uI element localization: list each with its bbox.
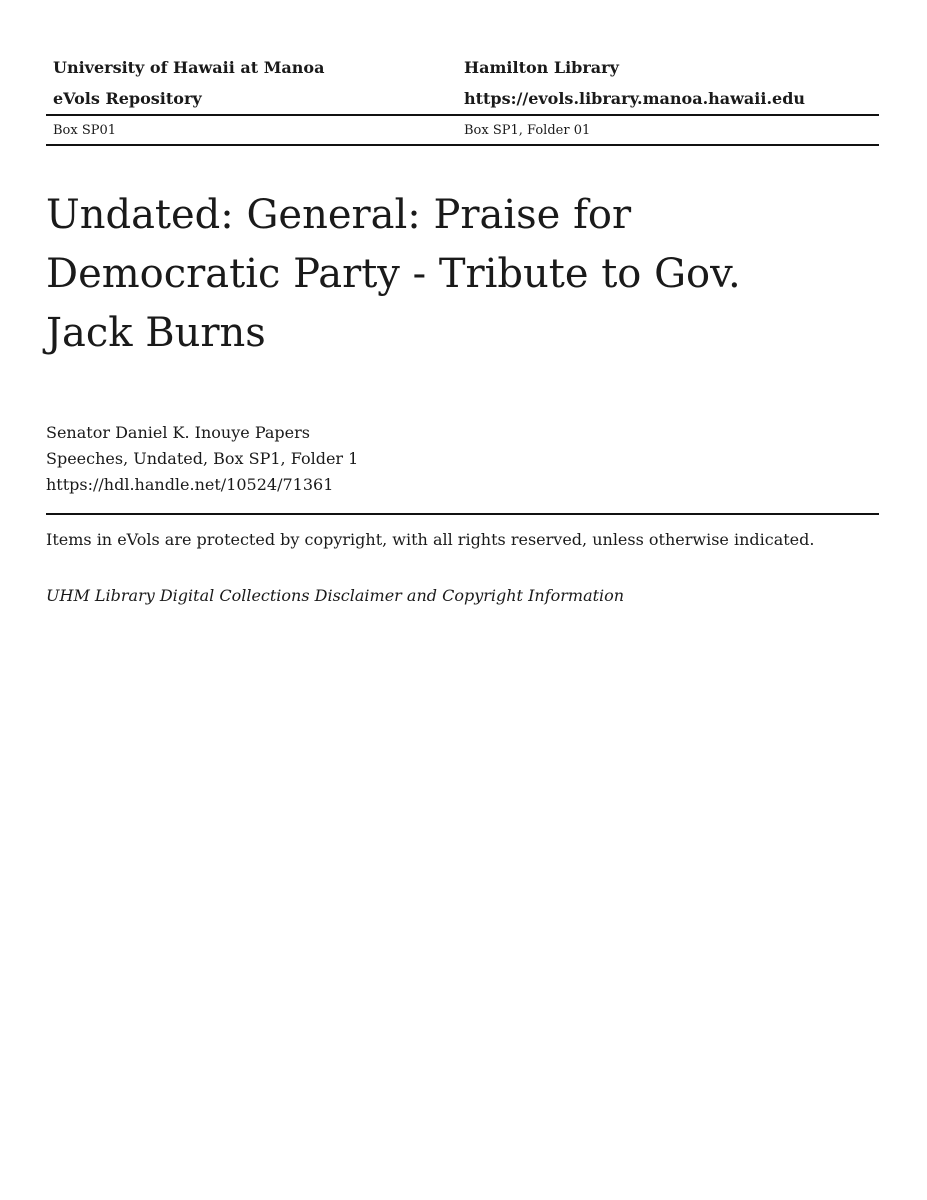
repository-url[interactable]: https://evols.library.manoa.hawaii.edu <box>464 89 806 108</box>
series-info: Speeches, Undated, Box SP1, Folder 1 <box>46 449 359 468</box>
document-metadata <box>46 420 879 498</box>
box-label-right: Box SP1, Folder 01 <box>464 122 591 138</box>
disclaimer-link[interactable]: UHM Library Digital Collections Disclaimer and Copyright Information <box>46 586 625 605</box>
header-rule-bottom <box>46 144 879 146</box>
title-line-1: Undated: General: Praise for <box>46 192 632 238</box>
box-label-left: Box SP01 <box>53 122 117 138</box>
document-title <box>46 186 746 363</box>
repository-name: eVols Repository <box>53 89 202 108</box>
library-name: Hamilton Library <box>464 58 619 77</box>
copyright-notice: Items in eVols are protected by copyright, with all rights reserved, unless otherwise indicated. <box>46 530 815 549</box>
handle-link[interactable]: https://hdl.handle.net/10524/71361 <box>46 475 334 494</box>
document-page <box>46 0 879 1200</box>
section-divider <box>46 513 879 515</box>
header-box-row <box>46 116 879 144</box>
page-header <box>46 52 879 146</box>
header-row-1 <box>46 52 879 83</box>
title-line-3: Jack Burns <box>46 310 266 356</box>
title-line-2: Democratic Party - Tribute to Gov. <box>46 251 741 297</box>
institution-name: University of Hawaii at Manoa <box>53 58 325 77</box>
collection-name: Senator Daniel K. Inouye Papers <box>46 423 310 442</box>
header-row-2 <box>46 83 879 114</box>
